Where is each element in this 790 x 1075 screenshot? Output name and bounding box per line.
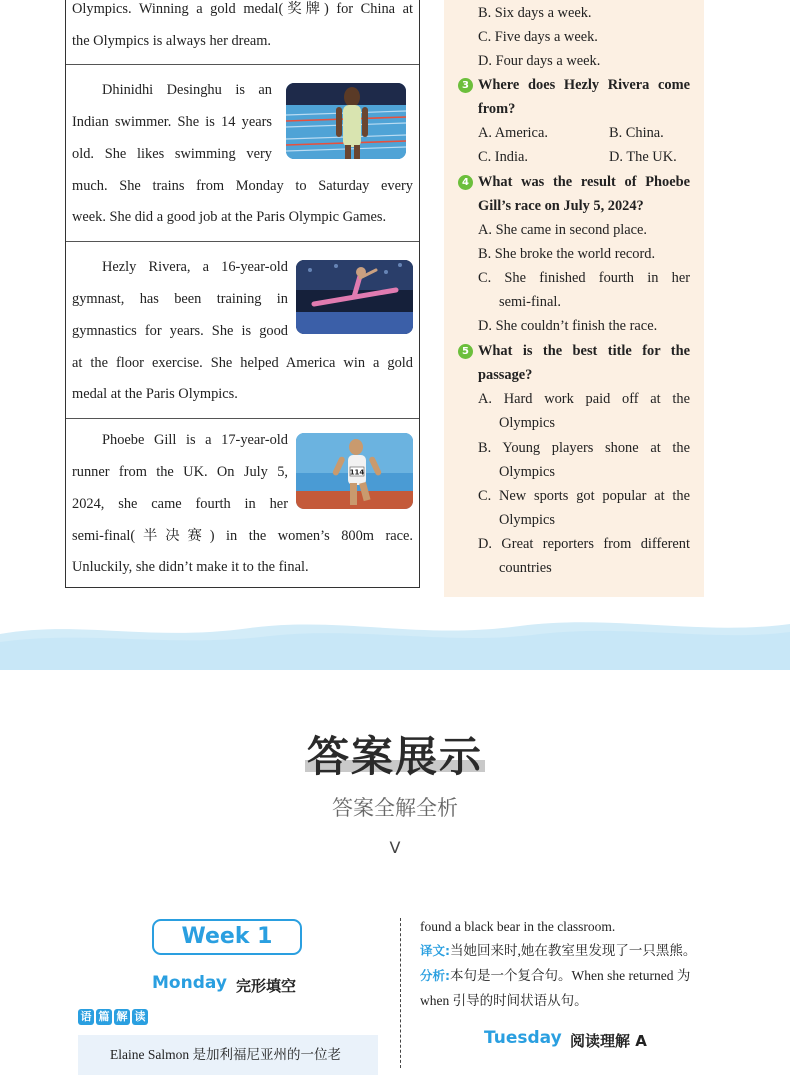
section-subheading: 答案全解全析 <box>332 796 458 820</box>
q3-option-d: D. The UK. <box>609 149 677 165</box>
q4-option-a: A. She came in second place. <box>478 222 648 238</box>
q5-option-a: A. Hard work paid off at the <box>478 391 690 407</box>
passage-line: much. She trains from Monday to Saturday every <box>72 178 413 194</box>
passage-name-line: Hezly Rivera, a 16-year-old <box>102 259 288 275</box>
day-label-monday: Monday <box>152 973 227 993</box>
passage-line: Olympics. Winning a gold medal(奖牌) for China at <box>72 1 413 17</box>
passage-name-line: Dhinidhi Desinghu is an <box>102 82 272 98</box>
passage-section-intro <box>66 0 419 65</box>
q5-option-b-cont: Olympics <box>499 464 555 480</box>
q4-option-c: C. She finished fourth in her <box>478 270 690 286</box>
question-4-text-cont: Gill’s race on July 5, 2024? <box>478 198 644 214</box>
passage-section-hezly <box>66 242 419 419</box>
tuesday-exercise-type: 阅读理解 A <box>570 1032 647 1050</box>
translation-text: 当她回来时,她在教室里发现了一只黑熊。 <box>450 943 697 958</box>
passage-line: Indian swimmer. She is 14 years <box>72 114 272 130</box>
tag-char: 读 <box>132 1009 148 1025</box>
q5-option-b: B. Young players shone at the <box>478 440 690 456</box>
analysis-line-cont: when 引导的时间状语从句。 <box>420 993 588 1008</box>
gymnast-photo <box>296 260 413 334</box>
wave-divider <box>0 612 790 670</box>
passage-line: Unluckily, she didn’t make it to the final. <box>72 559 309 575</box>
q5-option-c: C. New sports got popular at the <box>478 488 690 504</box>
translation-label: 译文: <box>420 943 450 958</box>
passage-line: medal at the Paris Olympics. <box>72 386 238 402</box>
q2-option-c: C. Five days a week. <box>478 29 598 45</box>
passage-line: week. She did a good job at the Paris Olympic Games. <box>72 209 387 225</box>
day-label-tuesday: Tuesday <box>484 1028 562 1048</box>
question-number-5: 5 <box>458 344 473 359</box>
runner-bib-number: 114 <box>349 468 365 477</box>
question-number-4: 4 <box>458 175 473 190</box>
passage-line: semi-final(半决赛) in the women’s 800m race. <box>72 528 413 544</box>
q5-option-a-cont: Olympics <box>499 415 555 431</box>
passage-box <box>65 0 420 588</box>
q3-option-b: B. China. <box>609 125 664 141</box>
analysis-label: 分析: <box>420 968 450 983</box>
question-number-3: 3 <box>458 78 473 93</box>
passage-section-dhinidhi <box>66 65 419 242</box>
translation-line <box>420 942 696 960</box>
tag-char: 语 <box>78 1009 94 1025</box>
q4-option-b: B. She broke the world record. <box>478 246 656 262</box>
passage-preview-text: Elaine Salmon 是加利福尼亚州的一位老 <box>110 1047 341 1062</box>
question-5-text-cont: passage? <box>478 367 533 383</box>
passage-line: 2024, she came fourth in her <box>72 496 288 512</box>
monday-exercise-type: 完形填空 <box>236 977 297 995</box>
question-4-text: What was the result of Phoebe <box>478 174 690 190</box>
passage-line: old. She likes swimming very <box>72 146 272 162</box>
chevron-down-icon: V <box>389 838 401 857</box>
answer-line: found a black bear in the classroom. <box>420 919 616 934</box>
q2-option-d: D. Four days a week. <box>478 53 601 69</box>
question-3-text-cont: from? <box>478 101 516 117</box>
q3-option-c: C. India. <box>478 149 528 165</box>
question-5-text: What is the best title for the <box>478 343 690 359</box>
passage-section-phoebe <box>66 419 419 588</box>
q2-option-b: B. Six days a week. <box>478 5 592 21</box>
q4-option-c-cont: semi-final. <box>499 294 561 310</box>
q5-option-d: D. Great reporters from different <box>478 536 690 552</box>
column-divider <box>400 918 401 1068</box>
passage-line: gymnastics for years. She is good <box>72 323 288 339</box>
passage-line: gymnast, has been training in <box>72 291 288 307</box>
q5-option-d-cont: countries <box>499 560 552 576</box>
tag-char: 解 <box>114 1009 130 1025</box>
tag-char: 篇 <box>96 1009 112 1025</box>
question-3-text: Where does Hezly Rivera come <box>478 77 690 93</box>
analysis-line <box>420 967 690 985</box>
q3-option-a: A. America. <box>478 125 548 141</box>
passage-name-line: Phoebe Gill is a 17-year-old <box>102 432 288 448</box>
passage-line: runner from the UK. On July 5, <box>72 464 288 480</box>
passage-line: at the floor exercise. She helped America win a gold <box>72 355 413 371</box>
q5-option-c-cont: Olympics <box>499 512 555 528</box>
runner-photo <box>296 433 413 509</box>
q4-option-d: D. She couldn’t finish the race. <box>478 318 658 334</box>
passage-line: the Olympics is always her dream. <box>72 33 272 49</box>
analysis-text: 本句是一个复合句。When she returned 为 <box>450 968 691 983</box>
week-badge: Week 1 <box>152 919 302 955</box>
swimmer-photo <box>286 83 406 159</box>
section-heading: 答案展示 <box>306 732 483 781</box>
